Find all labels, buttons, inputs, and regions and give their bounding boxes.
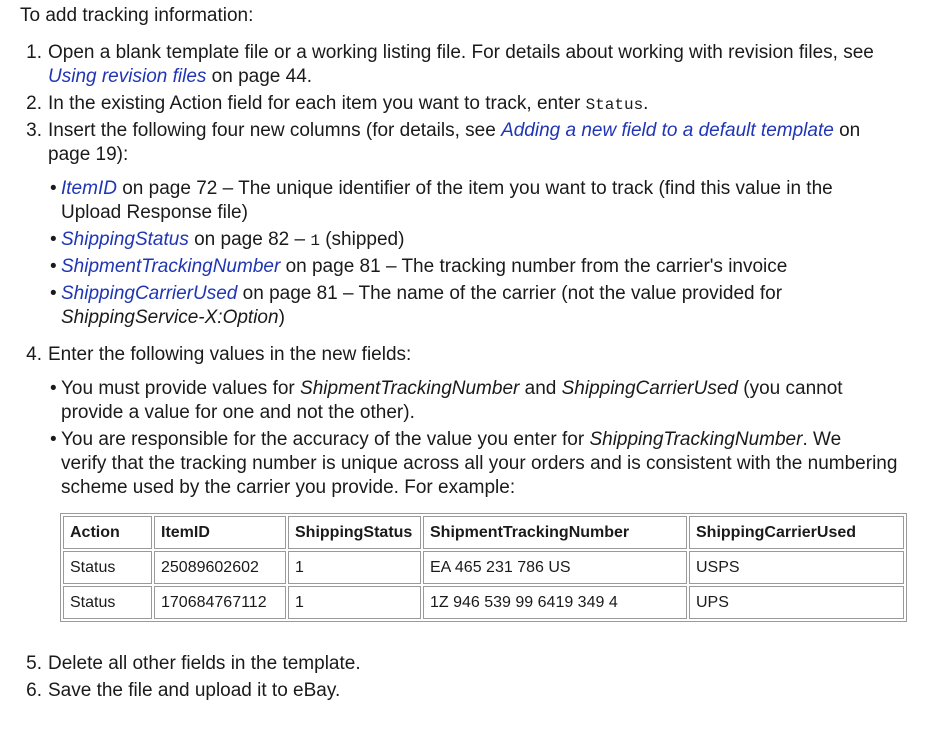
step-1-number: 1.: [26, 42, 42, 63]
shipmenttrackingnumber-link[interactable]: ShipmentTrackingNumber: [61, 256, 281, 277]
shippingcarrierused-link[interactable]: ShippingCarrierUsed: [61, 283, 238, 304]
bullet-accuracy-line3: scheme used by the carrier you provide. For example:: [61, 477, 516, 498]
step-2-text-a: In the existing Action field for each item you want to track, enter: [48, 93, 586, 114]
step-3-line2: page 19):: [48, 144, 129, 165]
bullet-shippingcarrierused-tail: ): [278, 307, 285, 328]
table-cell: Status: [63, 551, 152, 584]
provide-values-text-a: You must provide values for: [61, 378, 301, 399]
accuracy-text-b: . We: [802, 429, 842, 450]
table-cell: UPS: [689, 586, 904, 619]
table-header-row: [63, 516, 904, 549]
col-header: Action: [63, 516, 152, 549]
step-2-text-b: .: [643, 93, 649, 114]
bullet-shipmenttrackingnumber: [61, 255, 787, 279]
bullet-dot: •: [50, 378, 57, 399]
step-5-number: 5.: [26, 653, 42, 674]
table-cell: 1: [288, 551, 421, 584]
intro-text: To add tracking information:: [20, 5, 254, 26]
step-5-text: Delete all other fields in the template.: [48, 653, 361, 674]
provide-values-text-c: (you cannot: [737, 378, 843, 399]
step-1-line2: [48, 65, 312, 89]
provide-values-text-b: and: [519, 378, 562, 399]
table-cell: 1: [288, 586, 421, 619]
step-3-number: 3.: [26, 120, 42, 141]
bullet-dot: •: [50, 283, 57, 304]
bullet-provide-values: [61, 377, 843, 401]
step-3-text-a: Insert the following four new columns (for details, see: [48, 120, 502, 141]
col-header: ShippingCarrierUsed: [689, 516, 904, 549]
table-cell: EA 465 231 786 US: [423, 551, 687, 584]
step-3-text-b: on: [833, 120, 861, 141]
accuracy-term: ShippingTrackingNumber: [589, 429, 803, 450]
provide-values-term-2: ShippingCarrierUsed: [561, 378, 738, 399]
bullet-shippingcarrierused-line2: [61, 306, 285, 330]
provide-values-term-1: ShipmentTrackingNumber: [300, 378, 520, 399]
table-cell: 170684767112: [154, 586, 286, 619]
bullet-shippingcarrierused-text: on page 81 – The name of the carrier (not the value provided for: [237, 283, 783, 304]
bullet-shippingstatus-text-b: (shipped): [319, 229, 405, 250]
bullet-shippingcarrierused: [61, 282, 782, 306]
table-cell: 1Z 946 539 99 6419 349 4: [423, 586, 687, 619]
col-header: ShipmentTrackingNumber: [423, 516, 687, 549]
bullet-dot: •: [50, 178, 57, 199]
adding-new-field-link[interactable]: Adding a new field to a default template: [501, 120, 834, 141]
step-2-text: [48, 92, 648, 117]
accuracy-text-a: You are responsible for the accuracy of the value you enter for: [61, 429, 590, 450]
shipped-code: 1: [310, 232, 320, 250]
step-4-number: 4.: [26, 344, 42, 365]
col-header: ItemID: [154, 516, 286, 549]
col-header: ShippingStatus: [288, 516, 421, 549]
tracking-example-table: [60, 513, 907, 622]
step-2-number: 2.: [26, 93, 42, 114]
bullet-itemid-text: on page 72 – The unique identifier of the item you want to track (find this value in the: [116, 178, 833, 199]
bullet-dot: •: [50, 256, 57, 277]
table-cell: Status: [63, 586, 152, 619]
table-cell: 25089602602: [154, 551, 286, 584]
step-6-number: 6.: [26, 680, 42, 701]
table-row: [63, 551, 904, 584]
step-1-page-ref: on page 44.: [206, 66, 313, 87]
bullet-accuracy: [61, 428, 841, 452]
status-code: Status: [585, 96, 644, 114]
bullet-shipmenttrackingnumber-text: on page 81 – The tracking number from the carrier's invoice: [280, 256, 788, 277]
bullet-accuracy-line2: verify that the tracking number is unique across all your orders and is consistent with the numbering: [61, 453, 898, 474]
itemid-link[interactable]: ItemID: [61, 178, 117, 199]
step-3-text: [48, 119, 860, 143]
bullet-provide-values-line2: provide a value for one and not the other).: [61, 402, 415, 423]
step-6-text: Save the file and upload it to eBay.: [48, 680, 341, 701]
bullet-shippingstatus: [61, 228, 404, 253]
bullet-shippingstatus-text-a: on page 82 –: [188, 229, 311, 250]
bullet-itemid: [61, 177, 833, 201]
table-cell: USPS: [689, 551, 904, 584]
step-1-text: Open a blank template file or a working listing file. For details about working with revision files, see: [48, 42, 874, 63]
bullet-itemid-line2: Upload Response file): [61, 202, 248, 223]
bullet-dot: •: [50, 229, 57, 250]
shippingservice-option-term: ShippingService-X:Option: [61, 307, 279, 328]
table-row: [63, 586, 904, 619]
shippingstatus-link[interactable]: ShippingStatus: [61, 229, 189, 250]
using-revision-files-link[interactable]: Using revision files: [48, 66, 207, 87]
step-4-text: Enter the following values in the new fields:: [48, 344, 412, 365]
bullet-dot: •: [50, 429, 57, 450]
